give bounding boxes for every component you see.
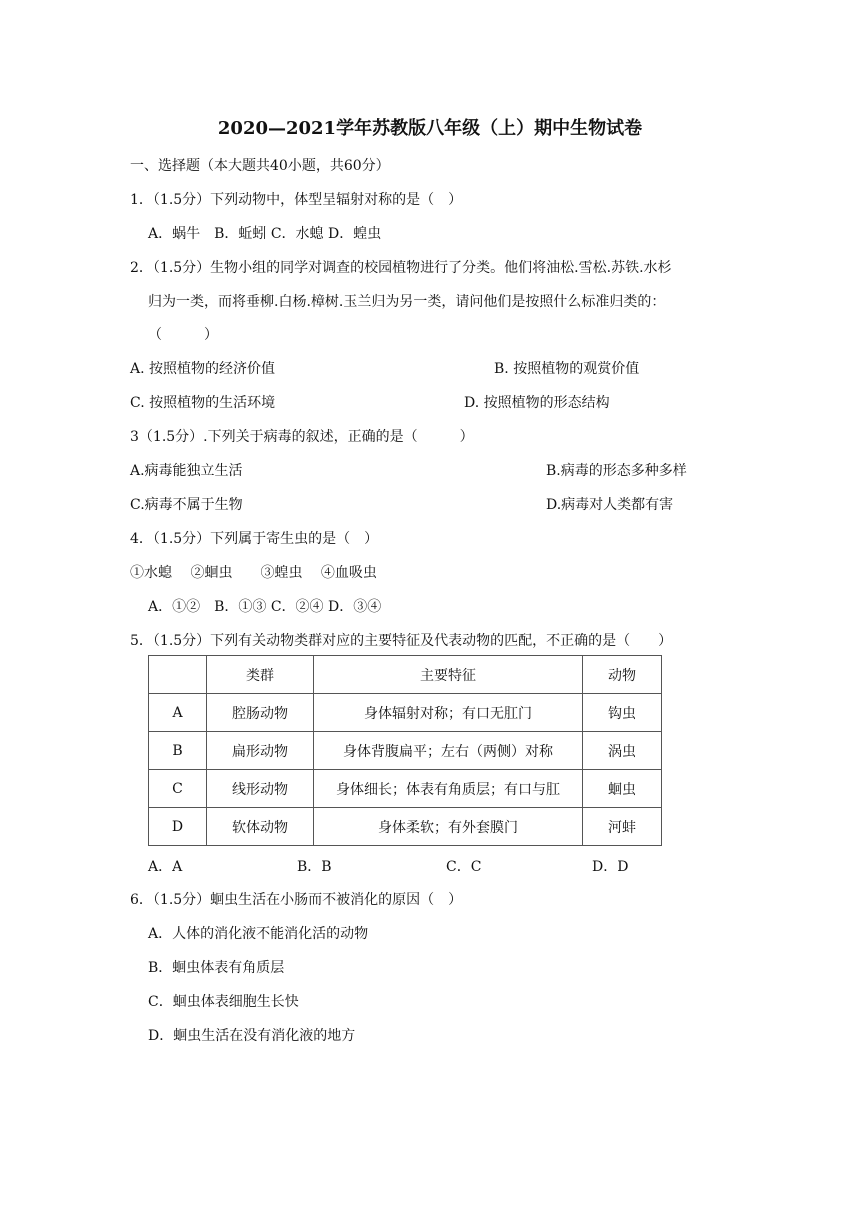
q6-option-c: C．蛔虫体表细胞生长快 bbox=[148, 994, 299, 1010]
q4-stem: 4．（1.5分）下列属于寄生虫的是（ ） bbox=[130, 531, 379, 547]
q2-stem-line1: 2．（1.5分）生物小组的同学对调查的校园植物进行了分类。他们将油松.雪松.苏铁.水杉 bbox=[130, 260, 672, 276]
table-cell: 身体辐射对称；有口无肛门 bbox=[314, 694, 583, 732]
table-row bbox=[149, 694, 662, 732]
q2-stem-line2: 归为一类，而将垂柳.白杨.樟树.玉兰归为另一类，请问他们是按照什么标准归类的： bbox=[148, 294, 666, 310]
q6-option-b: B．蛔虫体表有角质层 bbox=[148, 960, 285, 976]
q2-stem-line3: （ ） bbox=[148, 327, 218, 343]
table-cell: 河蚌 bbox=[583, 808, 662, 846]
q5-option-d: D．D bbox=[592, 859, 629, 875]
q5-stem: 5．（1.5分）下列有关动物类群对应的主要特征及代表动物的匹配，不正确的是（ ） bbox=[130, 633, 673, 649]
table-cell: 线形动物 bbox=[207, 770, 314, 808]
q1-stem: 1．（1.5分）下列动物中，体型呈辐射对称的是（ ） bbox=[130, 192, 463, 208]
table-row bbox=[149, 808, 662, 846]
q3-option-c: C.病毒不属于生物 bbox=[130, 497, 243, 513]
table-cell: 涡虫 bbox=[583, 732, 662, 770]
q2-option-a: A. 按照植物的经济价值 bbox=[130, 361, 276, 377]
table-cell: 身体柔软；有外套膜门 bbox=[314, 808, 583, 846]
table-header-cell: 类群 bbox=[207, 656, 314, 694]
q4-options: A．①② B．①③ C．②④ D．③④ bbox=[148, 599, 382, 615]
table-cell: 腔肠动物 bbox=[207, 694, 314, 732]
q5-option-a: A．A bbox=[148, 859, 183, 875]
q3-option-b: B.病毒的形态多种多样 bbox=[546, 463, 687, 479]
q6-option-d: D．蛔虫生活在没有消化液的地方 bbox=[148, 1028, 356, 1044]
q3-stem: 3（1.5分）.下列关于病毒的叙述，正确的是（ ） bbox=[130, 429, 474, 445]
q6-option-a: A．人体的消化液不能消化活的动物 bbox=[148, 926, 369, 942]
table-cell: 蛔虫 bbox=[583, 770, 662, 808]
table-cell: A bbox=[149, 694, 207, 732]
table-cell: D bbox=[149, 808, 207, 846]
q6-stem: 6．（1.5分）蛔虫生活在小肠而不被消化的原因（ ） bbox=[130, 892, 463, 908]
q2-option-d: D. 按照植物的形态结构 bbox=[464, 395, 610, 411]
q5-option-c: C．C bbox=[446, 859, 482, 875]
q3-option-d: D.病毒对人类都有害 bbox=[546, 497, 674, 513]
q5-option-b: B．B bbox=[297, 859, 332, 875]
table-cell: 扁形动物 bbox=[207, 732, 314, 770]
table-row bbox=[149, 770, 662, 808]
table-header-cell: 动物 bbox=[583, 656, 662, 694]
table-cell: 软体动物 bbox=[207, 808, 314, 846]
section-heading: 一、选择题（本大题共40小题，共60分） bbox=[130, 158, 390, 174]
q3-option-a: A.病毒能独立生活 bbox=[130, 463, 243, 479]
page-title: 2020—2021学年苏教版八年级（上）期中生物试卷 bbox=[217, 118, 643, 139]
table-header-cell: 主要特征 bbox=[314, 656, 583, 694]
table-row bbox=[149, 732, 662, 770]
table-cell: C bbox=[149, 770, 207, 808]
table-header-row bbox=[149, 656, 662, 694]
table-cell: 身体细长；体表有角质层；有口与肛 bbox=[314, 770, 583, 808]
q1-options: A．蜗牛 B．蚯蚓 C．水螅 D．蝗虫 bbox=[148, 226, 382, 242]
q4-items: ①水螅 ②蛔虫 ③蝗虫 ④血吸虫 bbox=[130, 565, 377, 581]
table-cell: 钩虫 bbox=[583, 694, 662, 732]
table-cell: B bbox=[149, 732, 207, 770]
table-cell: 身体背腹扁平；左右（两侧）对称 bbox=[314, 732, 583, 770]
q2-option-b: B. 按照植物的观赏价值 bbox=[494, 361, 640, 377]
q2-option-c: C. 按照植物的生活环境 bbox=[130, 395, 276, 411]
q5-table bbox=[148, 655, 662, 846]
table-header-cell bbox=[149, 656, 207, 694]
